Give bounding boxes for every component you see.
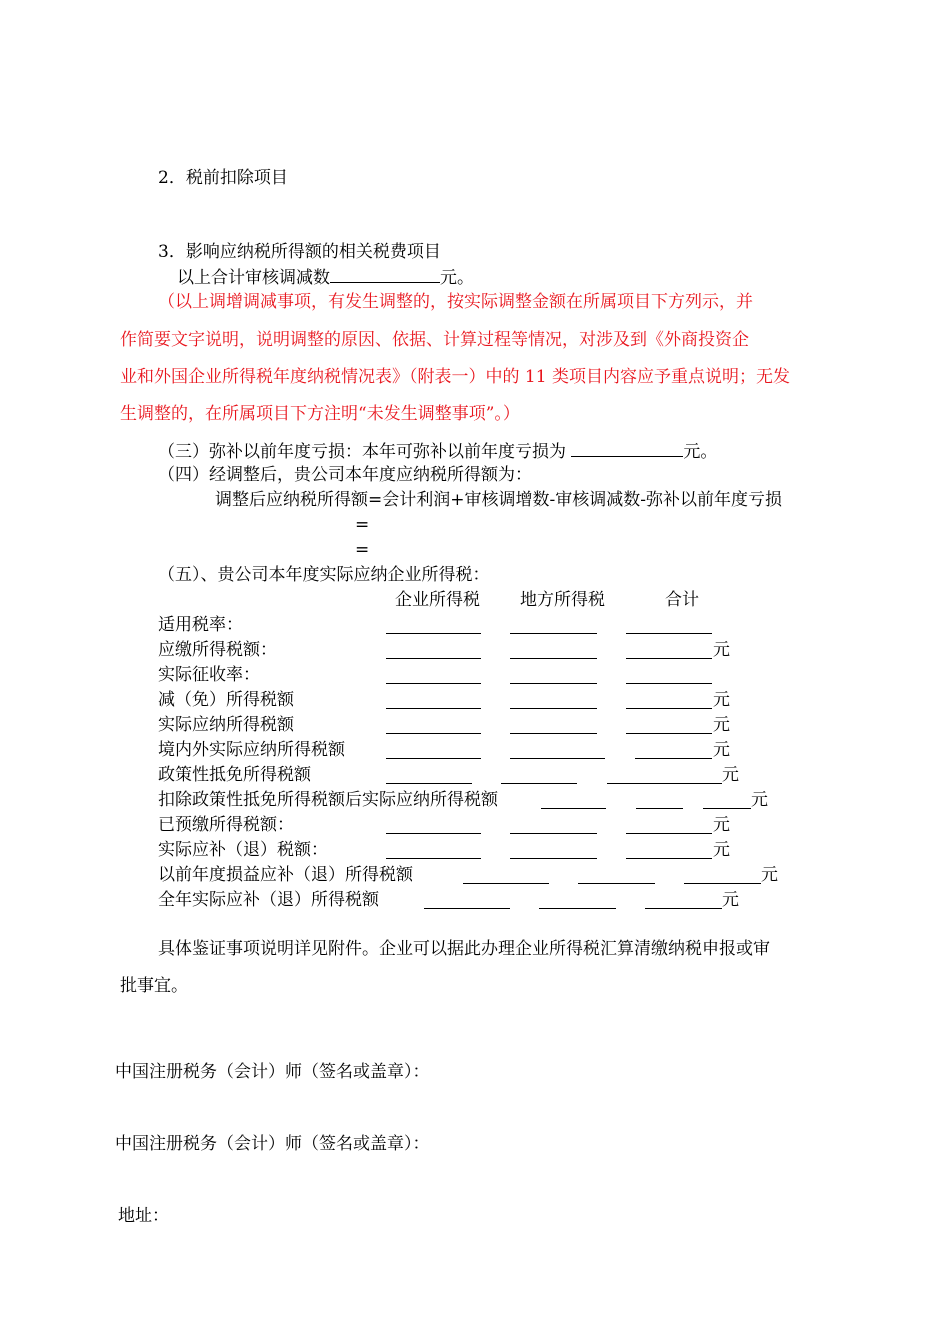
address-line: 地址： xyxy=(118,1206,169,1226)
row-blank-local[interactable] xyxy=(510,633,597,634)
row-blank-enterprise[interactable] xyxy=(386,658,481,659)
row-blank-total[interactable] xyxy=(626,708,712,709)
row-blank-enterprise[interactable] xyxy=(386,708,481,709)
row-label: 全年实际应补（退）所得税额 xyxy=(158,890,379,910)
item-5-line: （五）、贵公司本年度实际应纳企业所得税： xyxy=(158,565,490,585)
row-blank-enterprise[interactable] xyxy=(541,808,606,809)
row-blank-enterprise[interactable] xyxy=(386,758,481,759)
signature-line-2: 中国注册税务（会计）师（签名或盖章）： xyxy=(115,1134,430,1154)
item-3-label: （三）弥补以前年度亏损：本年可弥补以前年度亏损为 xyxy=(158,442,566,462)
row-blank-enterprise[interactable] xyxy=(386,783,472,784)
row-blank-local[interactable] xyxy=(510,658,597,659)
row-label: 适用税率： xyxy=(158,615,243,635)
total-reduce-line xyxy=(177,266,474,289)
row-blank-local[interactable] xyxy=(510,833,597,834)
note-line-1: （以上调增调减事项，有发生调整的，按实际调整金额在所属项目下方列示，并 xyxy=(158,292,753,312)
closing-line-1: 具体鉴证事项说明详见附件。企业可以据此办理企业所得税汇算清缴纳税申报或审 xyxy=(158,939,770,959)
row-blank-enterprise[interactable] xyxy=(463,883,549,884)
row-blank-local[interactable] xyxy=(578,883,655,884)
section-2-title: 2．税前扣除项目 xyxy=(158,168,288,188)
row-blank-total[interactable] xyxy=(703,808,751,809)
row-label: 政策性抵免所得税额 xyxy=(158,765,311,785)
col-header-local-tax: 地方所得税 xyxy=(520,590,605,610)
row-unit: 元 xyxy=(722,765,739,785)
row-unit: 元 xyxy=(713,640,730,660)
closing-line-2: 批事宜。 xyxy=(120,976,188,996)
item-3-unit: 元。 xyxy=(683,442,718,462)
note-line-4: 生调整的，在所属项目下方注明“未发生调整事项”。） xyxy=(120,404,520,424)
row-label: 实际应补（退）税额： xyxy=(158,840,328,860)
row-label: 以前年度损益应补（退）所得税额 xyxy=(158,865,413,885)
item-3-blank[interactable] xyxy=(571,440,683,457)
row-blank-total[interactable] xyxy=(645,908,722,909)
row-unit: 元 xyxy=(722,890,739,910)
equals-line-2: = xyxy=(355,540,370,560)
row-blank-total[interactable] xyxy=(626,658,712,659)
signature-line-1: 中国注册税务（会计）师（签名或盖章）： xyxy=(115,1062,430,1082)
equals-line-1: = xyxy=(355,515,370,535)
note-line-3: 业和外国企业所得税年度纳税情况表》（附表一）中的 11 类项目内容应予重点说明；无发 xyxy=(120,367,790,387)
total-reduce-blank[interactable] xyxy=(330,266,440,283)
row-blank-enterprise[interactable] xyxy=(386,833,481,834)
row-blank-enterprise[interactable] xyxy=(386,858,481,859)
row-label: 减（免）所得税额 xyxy=(158,690,294,710)
row-blank-enterprise[interactable] xyxy=(386,683,481,684)
item-3-line xyxy=(158,440,717,463)
row-label: 已预缴所得税额： xyxy=(158,815,294,835)
row-blank-total[interactable] xyxy=(626,858,712,859)
row-blank-total[interactable] xyxy=(635,758,712,759)
row-blank-local[interactable] xyxy=(510,733,597,734)
row-blank-enterprise[interactable] xyxy=(386,633,481,634)
row-blank-local[interactable] xyxy=(510,683,597,684)
row-unit: 元 xyxy=(761,865,778,885)
row-blank-enterprise[interactable] xyxy=(424,908,510,909)
row-unit: 元 xyxy=(751,790,768,810)
row-blank-local[interactable] xyxy=(501,783,577,784)
row-blank-local[interactable] xyxy=(510,708,597,709)
row-label: 实际征收率： xyxy=(158,665,260,685)
row-blank-local[interactable] xyxy=(539,908,616,909)
row-label: 实际应纳所得税额 xyxy=(158,715,294,735)
row-blank-local[interactable] xyxy=(510,758,605,759)
row-blank-total[interactable] xyxy=(684,883,761,884)
row-unit: 元 xyxy=(713,740,730,760)
total-reduce-label: 以上合计审核调减数 xyxy=(177,268,330,288)
col-header-total: 合计 xyxy=(665,590,699,610)
row-blank-enterprise[interactable] xyxy=(386,733,481,734)
row-label: 应缴所得税额： xyxy=(158,640,277,660)
note-line-2: 作简要文字说明，说明调整的原因、依据、计算过程等情况，对涉及到《外商投资企 xyxy=(120,330,749,350)
row-blank-total[interactable] xyxy=(626,633,712,634)
section-3-title: 3．影响应纳税所得额的相关税费项目 xyxy=(158,242,441,262)
formula-line: 调整后应纳税所得额=会计利润+审核调增数-审核调减数-弥补以前年度亏损 xyxy=(215,490,782,510)
row-blank-total[interactable] xyxy=(607,783,722,784)
row-unit: 元 xyxy=(713,840,730,860)
item-4-line: （四）经调整后，贵公司本年度应纳税所得额为： xyxy=(158,465,532,485)
row-unit: 元 xyxy=(713,715,730,735)
row-blank-local[interactable] xyxy=(510,858,597,859)
row-label: 扣除政策性抵免所得税额后实际应纳所得税额 xyxy=(158,790,498,810)
row-blank-total[interactable] xyxy=(626,833,712,834)
row-unit: 元 xyxy=(713,690,730,710)
row-label: 境内外实际应纳所得税额 xyxy=(158,740,345,760)
row-blank-local[interactable] xyxy=(636,808,683,809)
total-reduce-unit: 元。 xyxy=(440,268,474,288)
row-blank-total[interactable] xyxy=(626,733,712,734)
row-blank-total[interactable] xyxy=(626,683,712,684)
col-header-enterprise-tax: 企业所得税 xyxy=(395,590,480,610)
row-unit: 元 xyxy=(713,815,730,835)
